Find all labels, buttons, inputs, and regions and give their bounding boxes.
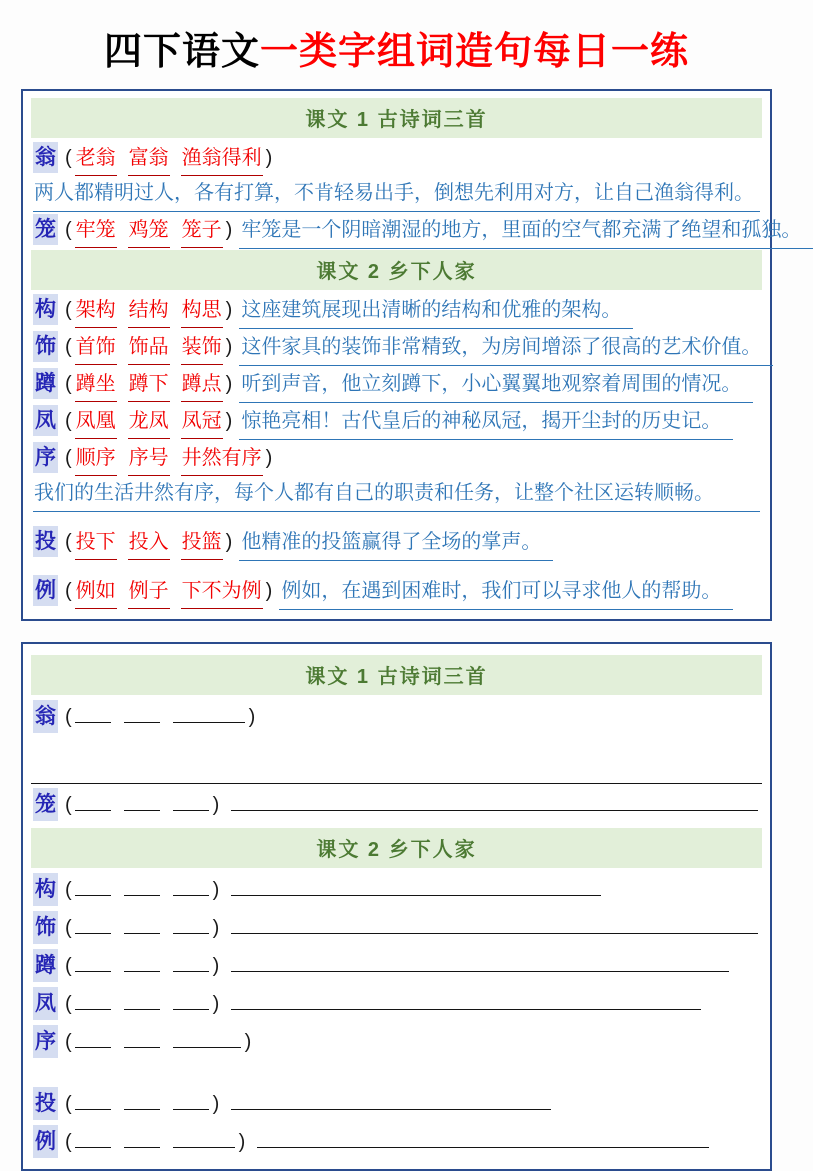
practice-row-shi [31, 909, 762, 947]
word: 结构 [128, 295, 170, 328]
example-sentence: 这座建筑展现出清晰的结构和优雅的架构。 [239, 295, 633, 329]
char-chip-xu: 序 [33, 1025, 58, 1058]
example-sentence: 例如，在遇到困难时，我们可以寻求他人的帮助。 [279, 576, 733, 610]
paren-open: ( [65, 993, 72, 1015]
sentence-blank-line [231, 956, 729, 972]
word-blank [173, 956, 209, 972]
word: 渔翁得利 [181, 143, 263, 176]
spacer [31, 562, 762, 574]
answer-row-li [31, 574, 762, 611]
char-chip-feng: 凤 [33, 405, 58, 436]
char-chip-tou: 投 [33, 526, 58, 557]
char-chip-shi: 饰 [33, 911, 58, 944]
word-blank [75, 880, 111, 896]
word: 牢笼 [75, 215, 117, 248]
answer-row-feng [31, 404, 762, 441]
paren-open: ( [65, 879, 72, 901]
word: 例子 [128, 576, 170, 609]
sentence-blank-line [231, 1094, 551, 1110]
sentence-blank-line [257, 1132, 709, 1148]
answer-row-xu-words [31, 441, 762, 477]
word-blank [75, 1094, 111, 1110]
practice-row-feng [31, 985, 762, 1023]
paren-close: ) [212, 879, 220, 901]
example-sentence: 这件家具的装饰非常精致，为房间增添了很高的艺术价值。 [239, 332, 773, 366]
paren-close: ) [225, 531, 233, 553]
paren-open: ( [65, 147, 72, 169]
word-blank [124, 1032, 160, 1048]
word-blank [124, 918, 160, 934]
word-blank [173, 1132, 235, 1148]
page-title [21, 20, 772, 75]
paren-close: ) [212, 794, 220, 816]
lesson-2-header: 课文 2 乡下人家 [31, 828, 762, 868]
word: 凤冠 [181, 406, 223, 439]
paren-open: ( [65, 336, 72, 358]
word: 凤凰 [75, 406, 117, 439]
paren-close: ) [244, 1031, 252, 1053]
paren-close: ) [225, 373, 233, 395]
paren-open: ( [65, 373, 72, 395]
paren-close: ) [238, 1131, 246, 1153]
word: 投篮 [181, 527, 223, 560]
char-chip-long: 笼 [33, 214, 58, 245]
paren-open: ( [65, 219, 72, 241]
word-blank [124, 880, 160, 896]
lesson-2-header: 课文 2 乡下人家 [31, 250, 762, 290]
word-blank [173, 994, 209, 1010]
word-blank [124, 707, 160, 723]
lesson-1-header: 课文 1 古诗词三首 [31, 655, 762, 695]
char-chip-weng: 翁 [33, 142, 58, 173]
practice-row-weng [31, 698, 762, 736]
word: 下不为例 [181, 576, 263, 609]
word-blank [75, 918, 111, 934]
sentence-blank-line [231, 994, 701, 1010]
word-blank [173, 918, 209, 934]
practice-box [21, 642, 772, 1171]
word-blank [124, 956, 160, 972]
answer-row-weng-words [31, 141, 762, 177]
title-suffix: 一类字组词造句每日一练 [260, 31, 690, 73]
paren-open: ( [65, 410, 72, 432]
paren-open: ( [65, 1031, 72, 1053]
practice-row-tou [31, 1085, 762, 1123]
answer-row-gou [31, 293, 762, 330]
word: 鸡笼 [128, 215, 170, 248]
paren-open: ( [65, 1131, 72, 1153]
word: 序号 [128, 443, 170, 476]
paren-close: ) [225, 219, 233, 241]
practice-row-gou [31, 871, 762, 909]
word: 构思 [181, 295, 223, 328]
paren-open: ( [65, 706, 72, 728]
word: 老翁 [75, 143, 117, 176]
paren-open: ( [65, 447, 72, 469]
answer-box [21, 89, 802, 621]
answer-row-weng-sentence [31, 177, 762, 213]
paren-open: ( [65, 955, 72, 977]
spacer [31, 513, 762, 525]
word: 装饰 [181, 332, 223, 365]
example-sentence: 牢笼是一个阴暗潮湿的地方，里面的空气都充满了绝望和孤独。 [239, 215, 813, 249]
char-chip-tou: 投 [33, 1087, 58, 1120]
word: 蹲点 [181, 369, 223, 402]
paren-close: ) [265, 580, 273, 602]
paren-open: ( [65, 531, 72, 553]
word: 饰品 [128, 332, 170, 365]
word: 蹲坐 [75, 369, 117, 402]
char-chip-gou: 构 [33, 294, 58, 325]
char-chip-dun: 蹲 [33, 949, 58, 982]
paren-open: ( [65, 917, 72, 939]
word-blank [173, 1094, 209, 1110]
word-blank [75, 956, 111, 972]
paren-close: ) [212, 955, 220, 977]
char-chip-li: 例 [33, 1125, 58, 1158]
sentence-blank-line [231, 880, 601, 896]
word: 首饰 [75, 332, 117, 365]
sentence-blank-line [231, 795, 758, 811]
paren-close: ) [225, 299, 233, 321]
paren-open: ( [65, 580, 72, 602]
paren-close: ) [212, 917, 220, 939]
word-blank [75, 707, 111, 723]
answer-row-xu-sentence [31, 477, 762, 513]
practice-row-long [31, 786, 762, 824]
word-blank [173, 707, 245, 723]
word-blank [173, 795, 209, 811]
paren-close: ) [225, 410, 233, 432]
paren-close: ) [265, 147, 273, 169]
word-blank [124, 1094, 160, 1110]
practice-row-xu [31, 1023, 762, 1061]
example-sentence: 他精准的投篮赢得了全场的掌声。 [239, 527, 553, 561]
paren-close: ) [212, 993, 220, 1015]
word-blank [173, 880, 209, 896]
word-blank [75, 994, 111, 1010]
spacer [31, 1061, 762, 1085]
char-chip-long: 笼 [33, 788, 58, 821]
char-chip-gou: 构 [33, 873, 58, 906]
example-sentence: 两人都精明过人，各有打算，不肯轻易出手，倒想先利用对方，让自己渔翁得利。 [33, 178, 760, 212]
word: 笼子 [181, 215, 223, 248]
word: 架构 [75, 295, 117, 328]
word: 龙凤 [128, 406, 170, 439]
char-chip-xu: 序 [33, 442, 58, 473]
word-blank [124, 994, 160, 1010]
paren-close: ) [225, 336, 233, 358]
paren-close: ) [248, 706, 256, 728]
paren-close: ) [212, 1093, 220, 1115]
char-chip-feng: 凤 [33, 987, 58, 1020]
answer-row-long [31, 213, 802, 250]
title-prefix: 四下语文 [103, 31, 260, 73]
practice-row-dun [31, 947, 762, 985]
word-blank [75, 1132, 111, 1148]
word: 顺序 [75, 443, 117, 476]
word-blank [124, 1132, 160, 1148]
paren-open: ( [65, 794, 72, 816]
example-sentence: 我们的生活井然有序，每个人都有自己的职责和任务，让整个社区运转顺畅。 [33, 478, 760, 512]
word-blank [124, 795, 160, 811]
paren-open: ( [65, 1093, 72, 1115]
example-sentence: 听到声音，他立刻蹲下，小心翼翼地观察着周围的情况。 [239, 369, 753, 403]
word: 例如 [75, 576, 117, 609]
lesson-1-header: 课文 1 古诗词三首 [31, 98, 762, 138]
answer-row-tou [31, 525, 762, 562]
word: 投下 [75, 527, 117, 560]
sentence-blank-line [31, 760, 762, 784]
word: 投入 [128, 527, 170, 560]
word: 蹲下 [128, 369, 170, 402]
word: 富翁 [128, 143, 170, 176]
word-blank [173, 1032, 241, 1048]
word-blank [75, 1032, 111, 1048]
word-blank [75, 795, 111, 811]
practice-row-li [31, 1123, 762, 1161]
answer-row-shi [31, 330, 762, 367]
paren-open: ( [65, 299, 72, 321]
answer-row-dun [31, 367, 762, 404]
paren-close: ) [265, 447, 273, 469]
char-chip-shi: 饰 [33, 331, 58, 362]
char-chip-dun: 蹲 [33, 368, 58, 399]
example-sentence: 惊艳亮相！古代皇后的神秘凤冠，揭开尘封的历史记。 [239, 406, 733, 440]
char-chip-weng: 翁 [33, 700, 58, 733]
char-chip-li: 例 [33, 575, 58, 606]
word: 井然有序 [181, 443, 263, 476]
sentence-blank-line [231, 918, 758, 934]
